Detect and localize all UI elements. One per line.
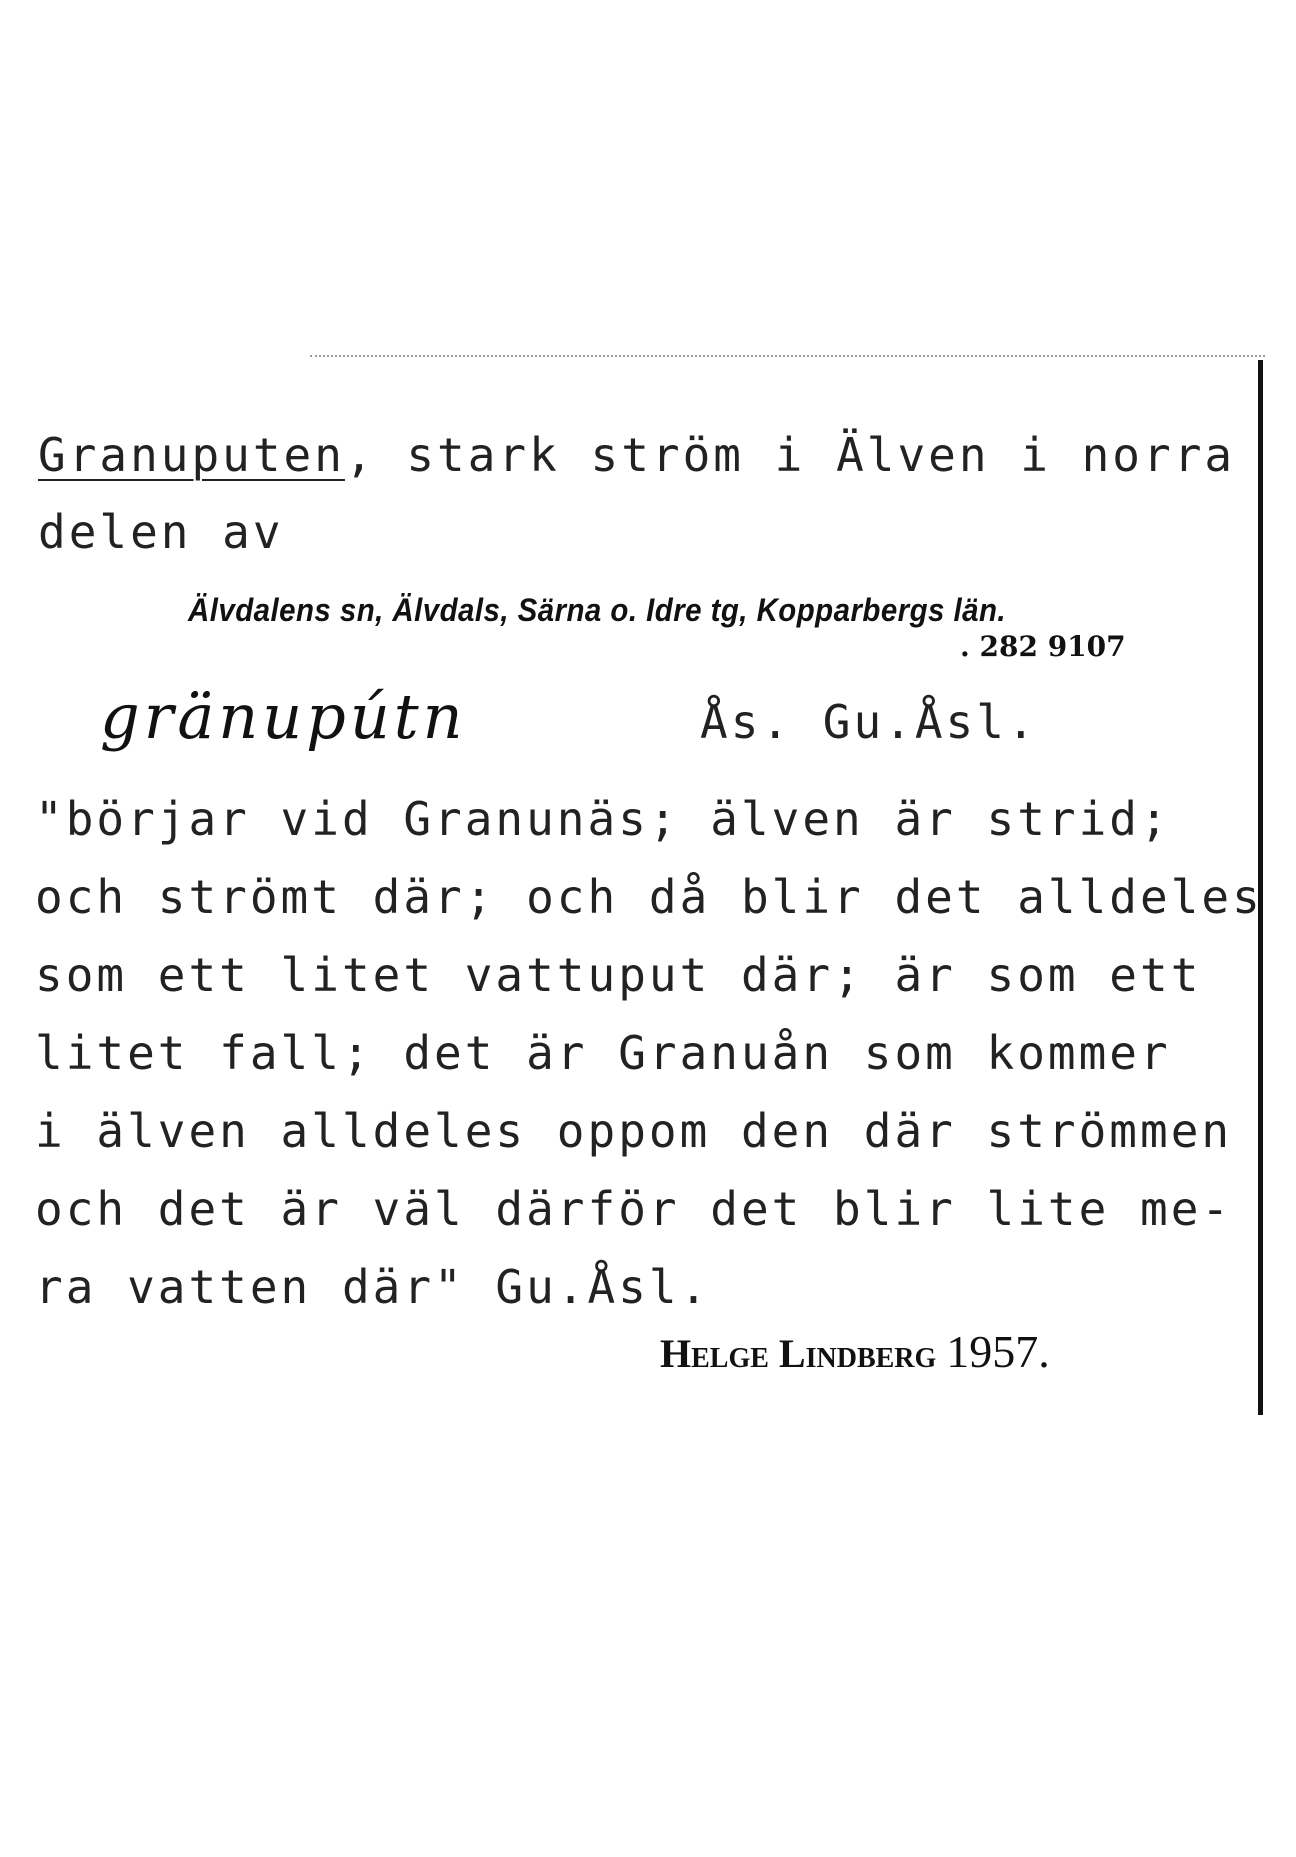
quote-line: som ett litet vattuput där; är som ett bbox=[35, 948, 1202, 1002]
quote-line: och det är väl därför det blir lite me- bbox=[35, 1182, 1233, 1236]
card-top-border bbox=[310, 355, 1265, 357]
quote-line: i älven alldeles oppom den där strömmen bbox=[35, 1104, 1233, 1158]
quote-line: och strömt där; och då blir det alldeles bbox=[35, 870, 1263, 924]
entry-line-1 bbox=[38, 428, 1235, 482]
dialect-form: gränupútn bbox=[100, 680, 467, 753]
definition-line-2: delen av bbox=[38, 505, 284, 559]
parish-line: Älvdalens sn, Älvdals, Särna o. Idre tg, Kopparbergs län. bbox=[188, 592, 1007, 628]
handwritten-number: . 282 9107 bbox=[960, 630, 1126, 663]
quote-line: "börjar vid Granunäs; älven är strid; bbox=[35, 792, 1171, 846]
quote-line: ra vatten där" Gu.Åsl. bbox=[35, 1260, 711, 1314]
quote-line: litet fall; det är Granuån som kommer bbox=[35, 1026, 1171, 1080]
headword: Granuputen bbox=[38, 428, 345, 482]
informant-source: Ås. Gu.Åsl. bbox=[700, 695, 1038, 749]
recorder-signature bbox=[660, 1325, 1050, 1378]
definition-text: , stark ström i Älven i norra bbox=[344, 428, 1236, 482]
recorder-name: Helge Lindberg bbox=[660, 1331, 937, 1376]
record-year: 1957. bbox=[946, 1326, 1050, 1377]
